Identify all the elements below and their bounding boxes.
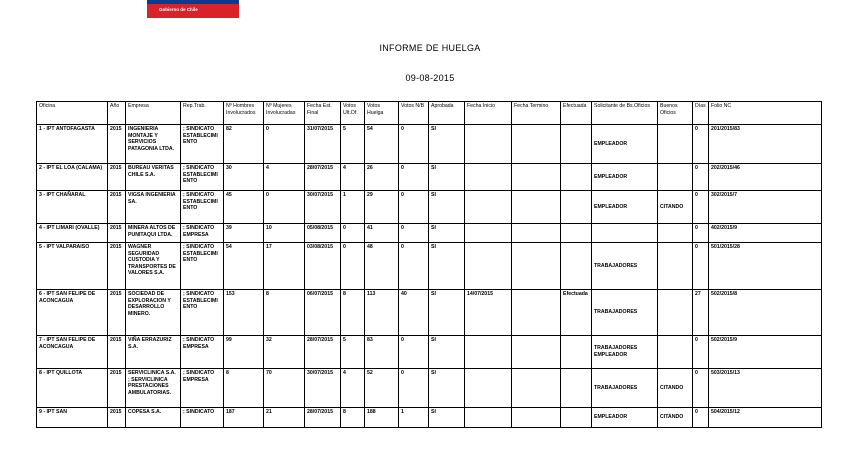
table-cell: 5 - IPT VALPARAISO: [37, 243, 108, 290]
table-cell: 28/07/2015: [305, 336, 341, 369]
table-cell: 28/07/2015: [305, 408, 341, 428]
table-cell: 201/2015/83: [709, 125, 822, 164]
table-cell: CITANDO: [658, 369, 693, 408]
gobierno-logo: [147, 0, 239, 18]
table-cell: [561, 243, 592, 290]
table-cell: 40: [399, 290, 429, 336]
table-cell: [512, 290, 561, 336]
column-header: Votos Huelga: [365, 102, 399, 125]
table-cell: 8: [341, 408, 365, 428]
column-header: Fecha Inicio: [465, 102, 512, 125]
column-header: Oficina: [37, 102, 108, 125]
table-cell: 0: [399, 369, 429, 408]
table-cell: 41: [365, 224, 399, 243]
table-cell: [512, 191, 561, 224]
table-cell: ; SINDICATO ESTABLECIMIENTO: [181, 191, 224, 224]
table-cell: 45: [224, 191, 264, 224]
strike-report-table: [36, 101, 822, 428]
table-cell: [465, 125, 512, 164]
table-cell: 0: [693, 125, 709, 164]
table-cell: VIÑA ERRAZURIZ S.A.: [126, 336, 181, 369]
table-cell: 0: [399, 125, 429, 164]
table-cell: 70: [264, 369, 305, 408]
table-cell: 4: [341, 164, 365, 191]
table-cell: SOCIEDAD DE EXPLORACION Y DESARROLLO MINERO.: [126, 290, 181, 336]
table-cell: BUREAU VERITAS CHILE S.A.: [126, 164, 181, 191]
table-cell: 113: [365, 290, 399, 336]
table-cell: 26: [365, 164, 399, 191]
column-header: Buenos Oficios: [658, 102, 693, 125]
table-cell: 302/2015/7: [709, 191, 822, 224]
table-cell: 0: [264, 125, 305, 164]
table-cell: 06/07/2015: [305, 290, 341, 336]
logo-text: Gobierno de Chile: [159, 7, 198, 12]
table-cell: 31/07/2015: [305, 125, 341, 164]
column-header: Nº Mujeres Involucradas: [264, 102, 305, 125]
table-cell: 54: [224, 243, 264, 290]
table-cell: 0: [399, 243, 429, 290]
table-cell: ; SINDICATO ESTABLECIMIENTO: [181, 125, 224, 164]
table-cell: 5: [341, 336, 365, 369]
table-cell: 03/08/2015: [305, 243, 341, 290]
table-cell: 21: [264, 408, 305, 428]
table-row: [37, 243, 822, 290]
table-cell: 82: [224, 125, 264, 164]
table-cell: 0: [399, 336, 429, 369]
table-cell: 2015: [108, 408, 126, 428]
table-cell: [658, 224, 693, 243]
table-cell: [465, 408, 512, 428]
table-cell: SI: [429, 125, 465, 164]
table-cell: 0: [693, 369, 709, 408]
table-cell: [658, 336, 693, 369]
table-row: [37, 336, 822, 369]
table-cell: [658, 290, 693, 336]
table-cell: 6 - IPT SAN FELIPE DE ACONCAGUA: [37, 290, 108, 336]
column-header: Aprobada: [429, 102, 465, 125]
table-cell: [561, 408, 592, 428]
table-row: [37, 369, 822, 408]
column-header: Empresa: [126, 102, 181, 125]
table-cell: EMPLEADOR: [592, 191, 658, 224]
table-cell: 2015: [108, 224, 126, 243]
table-cell: EMPLEADOR: [592, 125, 658, 164]
table-cell: 2015: [108, 369, 126, 408]
table-cell: 2015: [108, 164, 126, 191]
table-cell: WAGNER SEGURIDAD CUSTODIA Y TRANSPORTES DE VALORES S.A.: [126, 243, 181, 290]
table-cell: 28/07/2015: [305, 164, 341, 191]
table-cell: 2 - IPT EL LOA (CALAMA): [37, 164, 108, 191]
table-cell: [512, 164, 561, 191]
table-cell: [465, 336, 512, 369]
column-header: Votos Ult.Of.: [341, 102, 365, 125]
table-cell: [658, 243, 693, 290]
table-cell: 54: [365, 125, 399, 164]
table-cell: [465, 191, 512, 224]
table-cell: 30/07/2015: [305, 191, 341, 224]
column-header: Efectuada: [561, 102, 592, 125]
table-cell: ; SINDICATO ESTABLECIMIENTO: [181, 243, 224, 290]
table-cell: 0: [693, 191, 709, 224]
table-cell: ; SINDICATO: [181, 408, 224, 428]
table-cell: 504/2015/12: [709, 408, 822, 428]
table-row: [37, 164, 822, 191]
table-header-row: [37, 102, 822, 125]
table-cell: 8: [224, 369, 264, 408]
table-cell: 4: [341, 369, 365, 408]
table-cell: SI: [429, 290, 465, 336]
table-cell: 202/2015/46: [709, 164, 822, 191]
table-cell: 8 - IPT QUILLOTA: [37, 369, 108, 408]
table-cell: 52: [365, 369, 399, 408]
table-cell: ; SINDICATO ESTABLECIMIENTO: [181, 164, 224, 191]
table-cell: 2015: [108, 191, 126, 224]
table-cell: 1 - IPT ANTOFAGASTA: [37, 125, 108, 164]
table-cell: SI: [429, 408, 465, 428]
table-cell: 0: [693, 164, 709, 191]
table-cell: 83: [365, 336, 399, 369]
table-cell: COPESA S.A.: [126, 408, 181, 428]
table-cell: [561, 125, 592, 164]
column-header: Folio NC: [709, 102, 822, 125]
table-cell: 188: [365, 408, 399, 428]
table-cell: 32: [264, 336, 305, 369]
table-cell: 39: [224, 224, 264, 243]
table-cell: 0: [399, 191, 429, 224]
table-row: [37, 191, 822, 224]
table-cell: 1: [399, 408, 429, 428]
report-date: 09-08-2015: [405, 73, 455, 83]
table-cell: TRABAJADORES: [592, 243, 658, 290]
table-cell: 187: [224, 408, 264, 428]
table-cell: [512, 369, 561, 408]
table-cell: 0: [341, 224, 365, 243]
column-header: Solicitante de Bs.Oficios: [592, 102, 658, 125]
table-cell: 0: [693, 243, 709, 290]
table-cell: TRABAJADORES: [592, 369, 658, 408]
table-row: [37, 125, 822, 164]
table-cell: SERVICLINICA S.A. ; SERVICLINICA PRESTACIONES AMBULATORIAS.: [126, 369, 181, 408]
table-cell: 2015: [108, 336, 126, 369]
table-cell: 2015: [108, 290, 126, 336]
table-cell: [465, 369, 512, 408]
report-title: INFORME DE HUELGA: [379, 43, 481, 53]
table-cell: 1: [341, 191, 365, 224]
table-cell: [561, 191, 592, 224]
table-cell: 14/07/2015: [465, 290, 512, 336]
table-cell: 502/2015/9: [709, 336, 822, 369]
table-cell: ; SINDICATO ESTABLECIMIENTO: [181, 290, 224, 336]
column-header: Fecha Termino: [512, 102, 561, 125]
table-cell: 3 - IPT CHAÑARAL: [37, 191, 108, 224]
table-cell: 4: [264, 164, 305, 191]
table-cell: [561, 164, 592, 191]
table-cell: 4 - IPT LIMARI (OVALLE): [37, 224, 108, 243]
table-cell: 502/2015/8: [709, 290, 822, 336]
table-cell: [465, 224, 512, 243]
table-cell: EMPLEADOR: [592, 408, 658, 428]
table-cell: SI: [429, 336, 465, 369]
table-cell: Efectuada: [561, 290, 592, 336]
table-cell: 27: [693, 290, 709, 336]
table-cell: 503/2015/13: [709, 369, 822, 408]
table-cell: 0: [693, 336, 709, 369]
column-header: Rep.Trab.: [181, 102, 224, 125]
table-cell: ; SINDICATO EMPRESA: [181, 336, 224, 369]
table-cell: EMPLEADOR: [592, 164, 658, 191]
table-cell: SI: [429, 243, 465, 290]
table-cell: 9 - IPT SAN: [37, 408, 108, 428]
table-cell: [512, 224, 561, 243]
table-cell: [512, 243, 561, 290]
table-cell: 30/07/2015: [305, 369, 341, 408]
table-cell: 0: [341, 243, 365, 290]
table-row: [37, 224, 822, 243]
table-cell: TRABAJADORES EMPLEADOR: [592, 336, 658, 369]
table-cell: VIGSA INGENIERIA SA.: [126, 191, 181, 224]
table-cell: 7 - IPT SAN FELIPE DE ACONCAGUA: [37, 336, 108, 369]
column-header: Nº Hombres Involucrados: [224, 102, 264, 125]
table-cell: [465, 164, 512, 191]
table-cell: CITANDO: [658, 191, 693, 224]
table-cell: 8: [264, 290, 305, 336]
table-cell: SI: [429, 191, 465, 224]
table-cell: 29: [365, 191, 399, 224]
table-cell: 153: [224, 290, 264, 336]
table-cell: MINERA ALTOS DE PUNITAQUI LTDA.: [126, 224, 181, 243]
table-cell: 0: [264, 191, 305, 224]
table-cell: [465, 243, 512, 290]
table-row: [37, 408, 822, 428]
table-cell: TRABAJADORES: [592, 290, 658, 336]
table-row: [37, 290, 822, 336]
table-cell: [512, 408, 561, 428]
table-cell: 0: [399, 164, 429, 191]
column-header: Votos N/B: [399, 102, 429, 125]
table-cell: 48: [365, 243, 399, 290]
table-cell: 30: [224, 164, 264, 191]
table-cell: 8: [341, 290, 365, 336]
table-cell: 0: [693, 408, 709, 428]
table-cell: 501/2015/28: [709, 243, 822, 290]
table-cell: [658, 164, 693, 191]
table-cell: [561, 336, 592, 369]
table-cell: 05/08/2015: [305, 224, 341, 243]
table-cell: SI: [429, 369, 465, 408]
column-header: Año: [108, 102, 126, 125]
table-cell: 10: [264, 224, 305, 243]
table-cell: 0: [399, 224, 429, 243]
table-cell: 17: [264, 243, 305, 290]
table-cell: ; SINDICATO EMPRESA: [181, 224, 224, 243]
table-cell: [592, 224, 658, 243]
table-cell: 5: [341, 125, 365, 164]
table-cell: 2015: [108, 125, 126, 164]
table-cell: SI: [429, 224, 465, 243]
table-cell: 99: [224, 336, 264, 369]
column-header: Fecha Est. Final: [305, 102, 341, 125]
table-cell: INGENIERIA MONTAJE Y SERVICIOS PATAGONIA LTDA.: [126, 125, 181, 164]
column-header: Días: [693, 102, 709, 125]
table-cell: 2015: [108, 243, 126, 290]
table-cell: [561, 224, 592, 243]
table-cell: [512, 125, 561, 164]
table-cell: 402/2015/9: [709, 224, 822, 243]
table-cell: 0: [693, 224, 709, 243]
table-cell: [561, 369, 592, 408]
table-cell: SI: [429, 164, 465, 191]
table-cell: CITANDO: [658, 408, 693, 428]
table-cell: [658, 125, 693, 164]
table-cell: ; SINDICATO EMPRESA: [181, 369, 224, 408]
table-cell: [512, 336, 561, 369]
